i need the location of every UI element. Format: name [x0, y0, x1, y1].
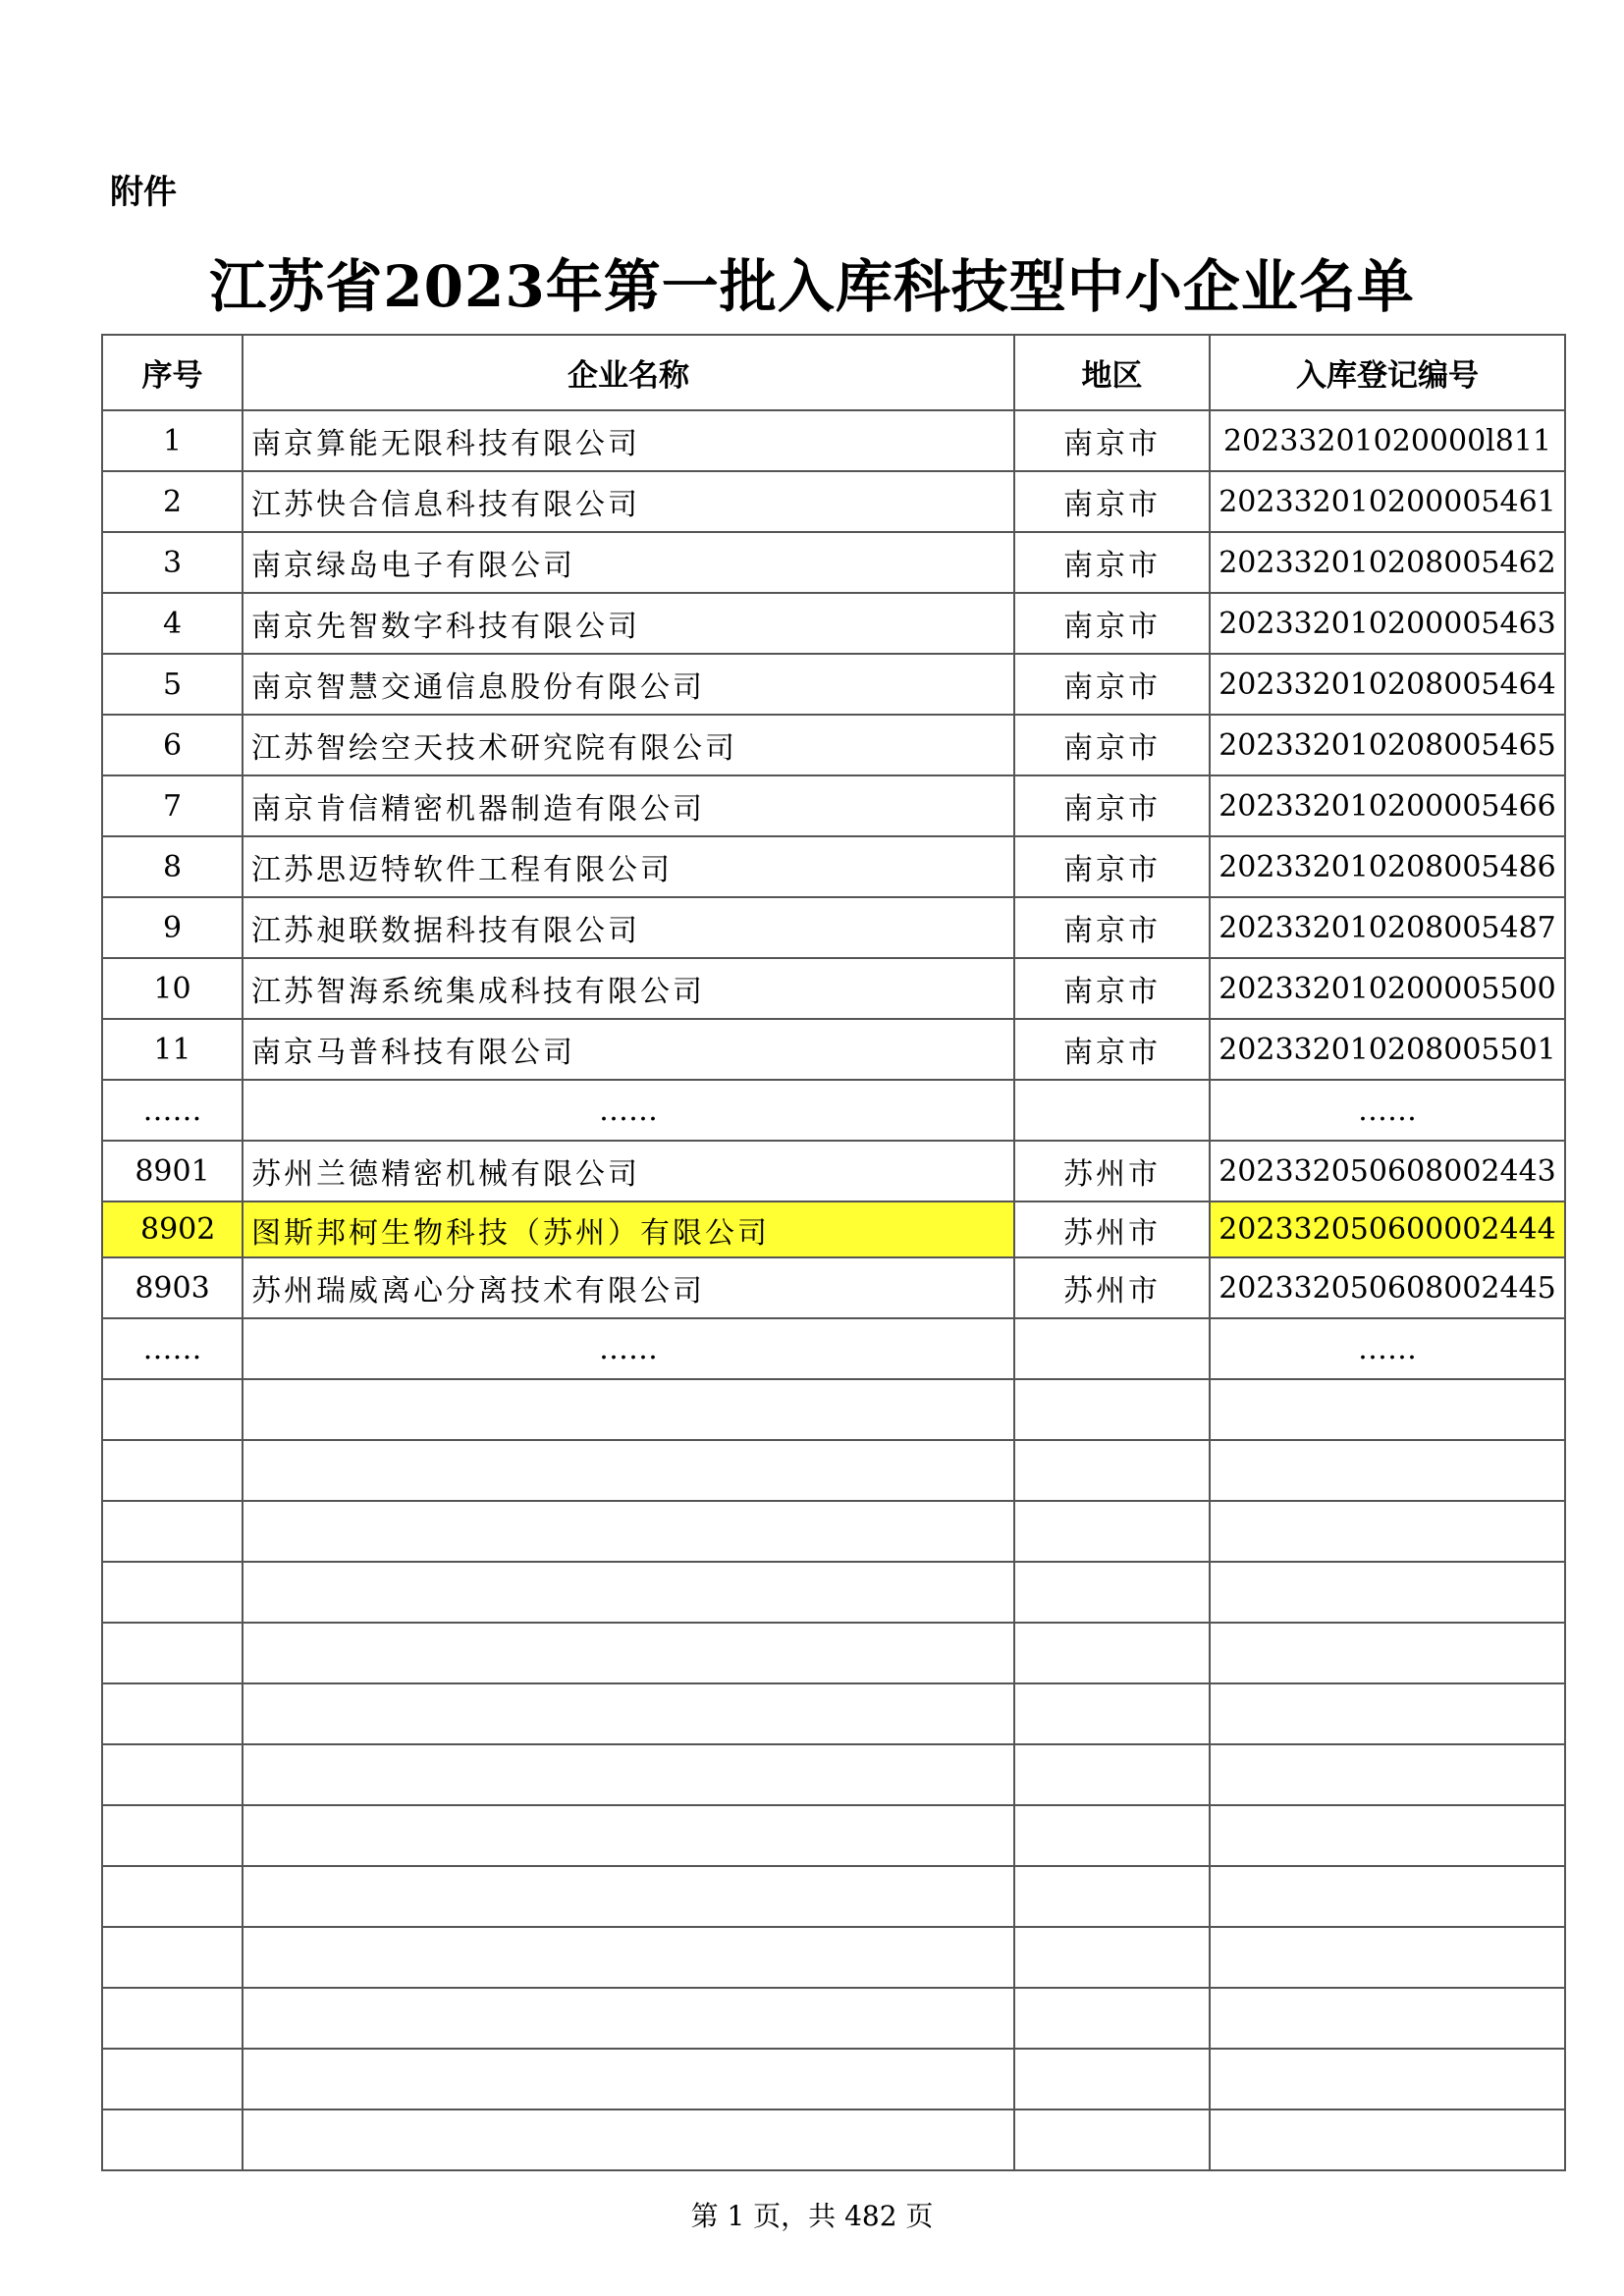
region: 南京市: [1014, 471, 1210, 532]
table-row: [102, 471, 1565, 532]
empty-cell: [1210, 1683, 1565, 1744]
empty-cell: [1014, 1927, 1210, 1988]
empty-row: [102, 1379, 1565, 1440]
registration-code: 202332010208005501: [1210, 1019, 1565, 1080]
table-row: [102, 1019, 1565, 1080]
registration-code: 202332010208005465: [1210, 715, 1565, 775]
empty-cell: [243, 1744, 1014, 1805]
empty-cell: [1210, 1805, 1565, 1866]
empty-cell: [1210, 1988, 1565, 2049]
empty-cell: [243, 1501, 1014, 1562]
registration-code: 202332010208005486: [1210, 836, 1565, 897]
row-number: 8903: [102, 1257, 243, 1318]
region: 南京市: [1014, 654, 1210, 715]
empty-row: [102, 2049, 1565, 2109]
header-code: 入库登记编号: [1210, 335, 1565, 410]
header-region: 地区: [1014, 335, 1210, 410]
empty-cell: [1210, 1379, 1565, 1440]
row-number: 8: [102, 836, 243, 897]
region: 南京市: [1014, 958, 1210, 1019]
empty-cell: [1014, 1623, 1210, 1683]
empty-row: [102, 1744, 1565, 1805]
empty-cell: [1014, 1805, 1210, 1866]
row-number: 6: [102, 715, 243, 775]
empty-cell: [1014, 1683, 1210, 1744]
empty-cell: [243, 1866, 1014, 1927]
empty-cell: [102, 1744, 243, 1805]
empty-cell: [1210, 1562, 1565, 1623]
empty-cell: [1210, 1440, 1565, 1501]
empty-row: [102, 1927, 1565, 1988]
table-row: [102, 654, 1565, 715]
empty-cell: [243, 2109, 1014, 2170]
table-row: [102, 410, 1565, 471]
ellipsis: ……: [243, 1318, 1014, 1379]
empty-cell: [1014, 1866, 1210, 1927]
empty-cell: [102, 2109, 243, 2170]
row-number: 9: [102, 897, 243, 958]
empty-cell: [1014, 1379, 1210, 1440]
empty-row: [102, 1440, 1565, 1501]
region: 南京市: [1014, 1019, 1210, 1080]
table-row: [102, 532, 1565, 593]
empty-cell: [1014, 1988, 1210, 2049]
row-number: 11: [102, 1019, 243, 1080]
empty-cell: [1014, 1080, 1210, 1141]
region: 南京市: [1014, 715, 1210, 775]
header-no: 序号: [102, 335, 243, 410]
company-name: 苏州瑞威离心分离技术有限公司: [243, 1257, 1014, 1318]
table-row: [102, 775, 1565, 836]
region: 苏州市: [1014, 1141, 1210, 1201]
empty-row: [102, 1562, 1565, 1623]
empty-cell: [1014, 1562, 1210, 1623]
empty-cell: [243, 1379, 1014, 1440]
empty-cell: [243, 1927, 1014, 1988]
ellipsis: ……: [1210, 1080, 1565, 1141]
region: 南京市: [1014, 897, 1210, 958]
empty-cell: [102, 1623, 243, 1683]
table-row: [102, 593, 1565, 654]
registration-code: 202332010200005466: [1210, 775, 1565, 836]
table-row: [102, 897, 1565, 958]
empty-cell: [243, 1440, 1014, 1501]
empty-cell: [243, 1683, 1014, 1744]
empty-cell: [1210, 1744, 1565, 1805]
empty-cell: [102, 1440, 243, 1501]
table-row: [102, 1257, 1565, 1318]
region: 南京市: [1014, 410, 1210, 471]
table-header-row: [102, 335, 1565, 410]
company-name: 图斯邦柯生物科技（苏州）有限公司: [243, 1201, 1014, 1257]
company-table: [101, 334, 1566, 2171]
empty-cell: [1014, 1440, 1210, 1501]
empty-cell: [102, 1562, 243, 1623]
empty-cell: [1210, 2109, 1565, 2170]
ellipsis-row: [102, 1080, 1565, 1141]
company-name: 江苏思迈特软件工程有限公司: [243, 836, 1014, 897]
row-number: 5: [102, 654, 243, 715]
attachment-label: 附件: [110, 173, 177, 212]
table-row: [102, 1201, 1565, 1257]
registration-code: 20233201020000l811: [1210, 410, 1565, 471]
empty-cell: [102, 1866, 243, 1927]
empty-cell: [102, 1988, 243, 2049]
row-number: 8902: [102, 1201, 243, 1257]
row-number: 4: [102, 593, 243, 654]
empty-cell: [1210, 1866, 1565, 1927]
company-name: 南京马普科技有限公司: [243, 1019, 1014, 1080]
empty-cell: [243, 1623, 1014, 1683]
ellipsis: ……: [102, 1080, 243, 1141]
company-name: 江苏快合信息科技有限公司: [243, 471, 1014, 532]
region: 南京市: [1014, 775, 1210, 836]
empty-cell: [1210, 2049, 1565, 2109]
ellipsis: ……: [243, 1080, 1014, 1141]
region: 南京市: [1014, 836, 1210, 897]
empty-cell: [1210, 1927, 1565, 1988]
row-number: 1: [102, 410, 243, 471]
empty-row: [102, 1623, 1565, 1683]
empty-cell: [1014, 1744, 1210, 1805]
empty-cell: [1014, 1501, 1210, 1562]
empty-cell: [102, 1379, 243, 1440]
document-title: 江苏省2023年第一批入库科技型中小企业名单: [209, 253, 1415, 320]
row-number: 7: [102, 775, 243, 836]
empty-cell: [1210, 1623, 1565, 1683]
table-row: [102, 958, 1565, 1019]
registration-code: 202332050600002444: [1210, 1201, 1565, 1257]
empty-cell: [1014, 1318, 1210, 1379]
empty-cell: [243, 1562, 1014, 1623]
ellipsis-row: [102, 1318, 1565, 1379]
empty-cell: [1210, 1501, 1565, 1562]
company-name: 南京肯信精密机器制造有限公司: [243, 775, 1014, 836]
row-number: 2: [102, 471, 243, 532]
company-name: 苏州兰德精密机械有限公司: [243, 1141, 1014, 1201]
region: 南京市: [1014, 532, 1210, 593]
empty-cell: [243, 2049, 1014, 2109]
empty-cell: [243, 1805, 1014, 1866]
row-number: 8901: [102, 1141, 243, 1201]
empty-row: [102, 1866, 1565, 1927]
registration-code: 202332010208005464: [1210, 654, 1565, 715]
company-name: 江苏昶联数据科技有限公司: [243, 897, 1014, 958]
empty-cell: [102, 2049, 243, 2109]
empty-cell: [102, 1927, 243, 1988]
registration-code: 202332050608002443: [1210, 1141, 1565, 1201]
row-number: 3: [102, 532, 243, 593]
region: 苏州市: [1014, 1201, 1210, 1257]
empty-row: [102, 1683, 1565, 1744]
company-name: 南京智慧交通信息股份有限公司: [243, 654, 1014, 715]
header-name: 企业名称: [243, 335, 1014, 410]
row-number: 10: [102, 958, 243, 1019]
empty-row: [102, 2109, 1565, 2170]
empty-cell: [102, 1501, 243, 1562]
region: 南京市: [1014, 593, 1210, 654]
empty-row: [102, 1988, 1565, 2049]
empty-cell: [243, 1988, 1014, 2049]
registration-code: 202332010208005487: [1210, 897, 1565, 958]
empty-cell: [1014, 2109, 1210, 2170]
empty-row: [102, 1805, 1565, 1866]
empty-cell: [102, 1683, 243, 1744]
registration-code: 202332010200005463: [1210, 593, 1565, 654]
table-row: [102, 715, 1565, 775]
company-name: 南京算能无限科技有限公司: [243, 410, 1014, 471]
ellipsis: ……: [102, 1318, 243, 1379]
company-name: 南京先智数字科技有限公司: [243, 593, 1014, 654]
company-name: 江苏智绘空天技术研究院有限公司: [243, 715, 1014, 775]
empty-cell: [102, 1805, 243, 1866]
company-name: 江苏智海系统集成科技有限公司: [243, 958, 1014, 1019]
registration-code: 202332010200005500: [1210, 958, 1565, 1019]
table-row: [102, 836, 1565, 897]
registration-code: 202332050608002445: [1210, 1257, 1565, 1318]
company-name: 南京绿岛电子有限公司: [243, 532, 1014, 593]
empty-row: [102, 1501, 1565, 1562]
registration-code: 202332010208005462: [1210, 532, 1565, 593]
ellipsis: ……: [1210, 1318, 1565, 1379]
empty-cell: [1014, 2049, 1210, 2109]
page-footer: 第 1 页，共 482 页: [690, 2200, 934, 2232]
table-row: [102, 1141, 1565, 1201]
registration-code: 202332010200005461: [1210, 471, 1565, 532]
region: 苏州市: [1014, 1257, 1210, 1318]
